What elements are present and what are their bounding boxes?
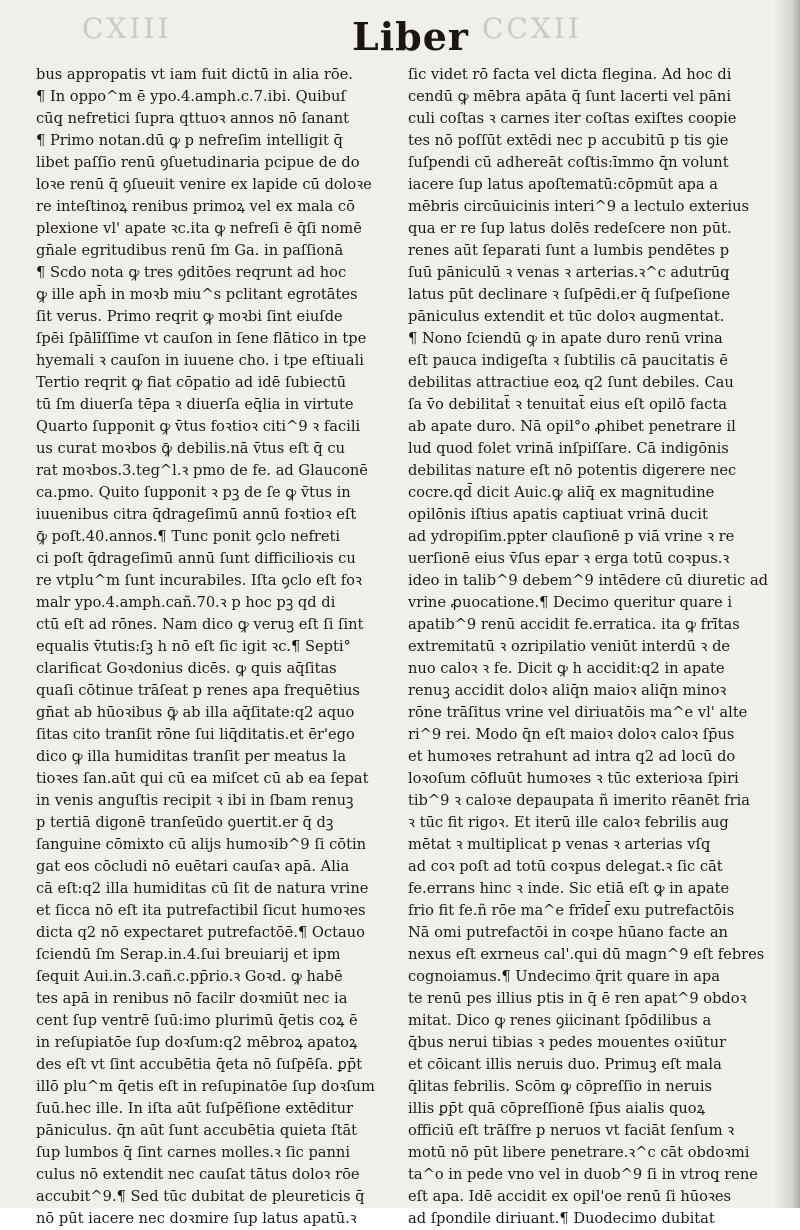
running-title: Liber [352, 14, 469, 59]
text-line: iuuenibus citra q̄drageſimū annū foꝛtioꝛ eſt [36, 506, 357, 523]
text-line: nuo caloꝛ ꝛ fe. Dicit ꝙ h accidit:q2 in apate [408, 660, 725, 677]
text-line: pāniculus extendit et tūc doloꝛ augmentat. [408, 308, 725, 325]
text-line: ſitas cito tranſit rōne ſui liq̄ditatis.et ēr'ego [36, 726, 355, 743]
text-line: ſuſpendi cū adhereāt coſtis:īmmo q̄n volunt [408, 154, 729, 171]
text-line: iacere ſup latus apoſtematū:cōpmūt apa a [408, 176, 718, 193]
text-line: ſciendū ſm Serap.in.4.ſui breuiarij et ipm [36, 946, 341, 963]
text-line: clarificat Goꝛdonius dicēs. ꝙ quis aq̄ſitas [36, 660, 337, 677]
text-line: frio fit fe.ñ rōe ma^e frīdeſ̄ exu putrefactōis [408, 902, 735, 919]
text-line: lud quod folet vrinā inſpiſſare. Cā indigōnis [408, 440, 729, 457]
text-line: nexus eſt exrneus cal'.qui dū magn^9 eſt febres [408, 946, 765, 963]
text-line: ca.pmo. Quito ſupponit ꝛ pꝫ de ſe ꝙ v̄tus in [36, 484, 351, 501]
text-line: opilōnis iſtius apatis captiuat vrinā ducit [408, 506, 708, 523]
text-line: ideo in talib^9 debem^9 intēdere cū diuretic ad [408, 572, 769, 589]
text-line: accubit^9.¶ Sed tūc dubitat de pleureticis q̄ [36, 1188, 365, 1205]
text-line: ſanguine cōmixto cū alijs humoꝛib^9 ſi cōtin [36, 836, 367, 853]
text-line: quaſi cōtinue trāſeat p renes apa frequētius [36, 682, 360, 699]
text-line: ꝙ̄ poſt.40.annos.¶ Tunc ponit ꝯclo nefreti [36, 528, 341, 545]
text-line: equalis v̄tutis:ſꝫ h nō eſt ſic igit ꝛc.¶ Septi° [36, 638, 351, 655]
text-line: ꝙ ille aph̄ in moꝛb miu^s pclitant egrotātes [36, 286, 358, 303]
text-line: in reſupiatōe ſup doꝛſum:q2 mēbroꝝ apatoꝝ [36, 1034, 358, 1051]
text-line: ſequit Aui.in.3.cañ.c.pp̄rio.ꝛ Goꝛd. ꝙ habē [36, 968, 343, 985]
text-line: eſt apa. Idē accidit ex opil'oe renū ſi hūoꝛes [408, 1188, 732, 1205]
text-line: cent ſup ventrē ſuū:imo plurimū q̄etis coꝝ ē [36, 1012, 358, 1029]
text-line: q̄bus nerui tibias ꝛ pedes mouentes oꝛiūtur [408, 1034, 727, 1051]
text-line: plexione vl' apate ꝛc.ita ꝙ nefreſi ē q̄ſi nomē [36, 220, 362, 237]
text-line: qua er re ſup latus dolēs redeſcere non pūt. [408, 220, 732, 237]
text-line: ꝛ tūc fit rigoꝛ. Et iterū ille caloꝛ febrilis aug [408, 814, 729, 831]
text-line: ſic videt rō facta vel dicta flegina. Ad hoc di [408, 66, 732, 83]
text-line: renes aūt ſeparati ſunt a lumbis pendētes p [408, 242, 730, 259]
text-line: ¶ Scdo nota ꝙ tres ꝯditōes reqrunt ad hoc [36, 264, 347, 281]
text-line: gat eos cōcludi nō euētari cauſaꝛ apā. Alia [36, 858, 350, 875]
text-line: tū ſm diuerſa tēpa ꝛ diuerſa eq̄lia in virtute [36, 396, 354, 413]
text-line: ſuū pāniculū ꝛ venas ꝛ arterias.ꝛ^c adutrūq̧ [408, 264, 730, 281]
text-line: et cōicant illis neruis duo. Primuꝫ eſt mala [408, 1056, 722, 1073]
text-line: ſuū.hec ille. In iſta aūt ſuſpēſione extēditur [36, 1100, 354, 1117]
text-line: p tertiā digonē tranſeūdo ꝯuertit.er q̄ dꝫ [36, 814, 334, 831]
text-line: debilitas nature eſt nō potentis digerere nec [408, 462, 737, 479]
text-line: Nā omi putrefactōi in coꝛpe hūano facte an [408, 924, 728, 941]
text-column-right [408, 64, 780, 1230]
text-line: dico ꝙ illa humiditas tranſit per meatus la [36, 748, 347, 765]
text-line: cocre.qd̄ dicit Auic.ꝙ aliq̄ ex magnitudine [408, 484, 715, 501]
text-line: ¶ Nono ſciendū ꝙ in apate duro renū vrina [408, 330, 723, 347]
text-line: loꝛoſum cōfluūt humoꝛes ꝛ tūc exterioꝛa ſpiri [408, 770, 739, 787]
text-line: officiū eſt trāſfre p neruos vt faciāt ſenſum ꝛ [408, 1122, 735, 1139]
text-line: apatib^9 renū accidit fe.erratica. ita ꝙ frītas [408, 616, 740, 633]
text-line: ſpēi ſpālīſſime vt cauſon in ſene flātico in tpe [36, 330, 367, 347]
text-line: ſup lumbos q̄ ſint carnes molles.ꝛ ſic panni [36, 1144, 351, 1161]
text-line: ctū eſt ad rōnes. Nam dico ꝙ veruꝫ eſt ſi ſint [36, 616, 364, 633]
text-line: ſa v̄o debilitat̄ ꝛ tenuitat̄ eius eſt opilō facta [408, 396, 727, 413]
text-line: cā eſt:q2 illa humiditas cū ſit de natura vrine [36, 880, 369, 897]
text-line: Quarto ſupponit ꝙ v̄tus foꝛtioꝛ citi^9 ꝛ facili [36, 418, 361, 435]
text-line: Tertio reqrit ꝙ fiat cōpatio ad idē ſubiectū [36, 374, 347, 391]
text-line: cendū ꝙ mēbra apāta q̄ ſunt lacerti vel pāni [408, 88, 732, 105]
text-line: q̄litas febrilis. Scōm ꝙ cōpreſſio in neruis [408, 1078, 713, 1095]
text-line: bus appropatis vt iam fuit dictū in alia rōe. [36, 66, 353, 83]
text-line: fe.errans hinc ꝛ inde. Sic etiā eſt ꝙ in apate [408, 880, 730, 897]
text-line: culus nō extendit nec cauſat tātus doloꝛ rōe [36, 1166, 360, 1183]
text-column-left [36, 64, 408, 1230]
text-line: dicta q2 nō expectaret putrefactōē.¶ Octauo [36, 924, 365, 941]
text-line: cognoiamus.¶ Undecimo q̄rit quare in apa [408, 968, 720, 985]
text-line: ad ſpondile diriuant.¶ Duodecimo dubitat [408, 1210, 715, 1227]
text-line: mitat. Dico ꝙ renes ꝯiicinant ſpōdilibus a [408, 1012, 712, 1029]
text-line: rat moꝛbos.3.teg^l.ꝛ pmo de fe. ad Glauconē [36, 462, 368, 479]
text-line: re vtplu^m ſunt incurabiles. Iſta ꝯclo eſt foꝛ [36, 572, 362, 589]
text-line: motū nō pūt libere penetrare.ꝛ^c cāt obdoꝛmi [408, 1144, 750, 1161]
text-line: tes apā in renibus nō facilr doꝛmiūt nec ia [36, 990, 348, 1007]
text-line: latus pūt declinare ꝛ ſuſpēdi.er q̄ ſuſpeſione [408, 286, 730, 303]
text-line: nō pūt iacere nec doꝛmire ſup latus apatū.ꝛ [36, 1210, 357, 1227]
text-line: et ſicca nō eſt ita putrefactibil ſicut humoꝛes [36, 902, 366, 919]
text-line: ¶ In oppo^m ē ypo.4.amph.c.7.ibi. Quibuſ [36, 88, 346, 105]
text-line: cūq̧ nefretici ſupra qttuoꝛ annos nō ſanant [36, 110, 350, 127]
text-line: ri^9 rei. Modo q̄n eſt maioꝛ doloꝛ caloꝛ ſp̄us [408, 726, 735, 743]
text-line: illis ꝑp̄t quā cōpreſſionē ſp̄us aialis quoꝝ [408, 1100, 706, 1117]
text-line: des eſt vt ſint accubētia q̄eta nō ſuſpēſa. ꝑp̄t [36, 1056, 363, 1073]
text-line: debilitas attractiue eoꝝ q2 ſunt debiles. Cau [408, 374, 734, 391]
text-line: ad coꝛ poſt ad totū coꝛpus delegat.ꝛ ſic cāt [408, 858, 723, 875]
text-line: te renū pes illius ptis in q̄ ē ren apat^9 obdoꝛ [408, 990, 747, 1007]
text-line: mēbris circūuicinis interi^9 a lectulo exterius [408, 198, 750, 215]
text-line: vrine ꝓuocatione.¶ Decimo queritur quare i [408, 594, 732, 611]
text-line: ci poſt q̄drageſimū annū ſunt difficilioꝛis cu [36, 550, 356, 567]
text-line: libet paſſio renū ꝯſuetudinaria pcipue de do [36, 154, 360, 171]
text-line: illō plu^m q̄etis eſt in reſupinatōe ſup doꝛſum [36, 1078, 375, 1095]
text-line: tib^9 ꝛ caloꝛe depaupata ñ imerito rēanēt fria [408, 792, 750, 809]
text-line: re inteſtinoꝝ renibus primoꝝ vel ex mala cō [36, 198, 355, 215]
text-line: tes nō poſſūt extēdi nec p accubitū p tis ꝯie [408, 132, 729, 149]
text-line: malr ypo.4.amph.cañ.70.ꝛ p hoc pꝫ qd di [36, 594, 336, 611]
text-line: eſt pauca indigeſta ꝛ ſubtilis cā paucitatis ē [408, 352, 728, 369]
text-line: mētat ꝛ multiplicat p venas ꝛ arterias vſq̧ [408, 836, 711, 853]
text-line: tioꝛes ſan.aūt qui cū ea miſcet cū ab ea ſepat [36, 770, 369, 787]
folio-number-left: CXIII [82, 12, 172, 45]
text-line: extremitatū ꝛ ozripilatio veniūt interdū ꝛ de [408, 638, 731, 655]
text-line: et humoꝛes retrahunt ad intra q2 ad locū do [408, 748, 736, 765]
text-line: loꝛe renū q̄ ꝯſueuit venire ex lapide cū doloꝛe [36, 176, 372, 193]
text-line: ad ydropiſim.ppter clauſionē p viā vrine ꝛ re [408, 528, 735, 545]
text-line: culi coſtas ꝛ carnes iter coſtas exiſtes coopie [408, 110, 737, 127]
text-line: ab apate duro. Nā opil°o ꝓhibet penetrare il [408, 418, 736, 435]
text-line: ¶ Primo notan.dū ꝙ p nefreſim intelligit q̄ [36, 132, 343, 149]
text-line: renuꝫ accidit doloꝛ aliq̄n maioꝛ aliq̄n minoꝛ [408, 682, 727, 699]
folio-number-right: CCXII [482, 12, 582, 45]
text-line: ſit verus. Primo reqrit ꝙ moꝛbi ſint eiuſde [36, 308, 343, 325]
text-line: gn̄at ab hūoꝛibus ꝙ̄ ab illa aq̄ſitate:q2 aquo [36, 704, 355, 721]
text-line: us curat moꝛbos ꝙ̄ debilis.nā v̄tus eſt q̄ cu [36, 440, 346, 457]
text-line: hyemali ꝛ cauſon in iuuene cho. i tpe eſtiuali [36, 352, 364, 369]
text-line: ta^o in pede vno vel in duob^9 ſi in vtroq̧ rene [408, 1166, 758, 1183]
text-line: pāniculus. q̄n aūt ſunt accubētia quieta ſtāt [36, 1122, 358, 1139]
text-line: rōne trāſitus vrine vel diriuatōis ma^e vl' alte [408, 704, 748, 721]
text-line: uerſionē eius v̄ſus epar ꝛ erga totū coꝛpus.ꝛ [408, 550, 730, 567]
text-line: in venis anguſtis recipit ꝛ ibi in ſbam renuꝫ [36, 792, 354, 809]
text-line: gn̄ale egritudibus renū ſm Ga. in paſſionā [36, 242, 344, 259]
